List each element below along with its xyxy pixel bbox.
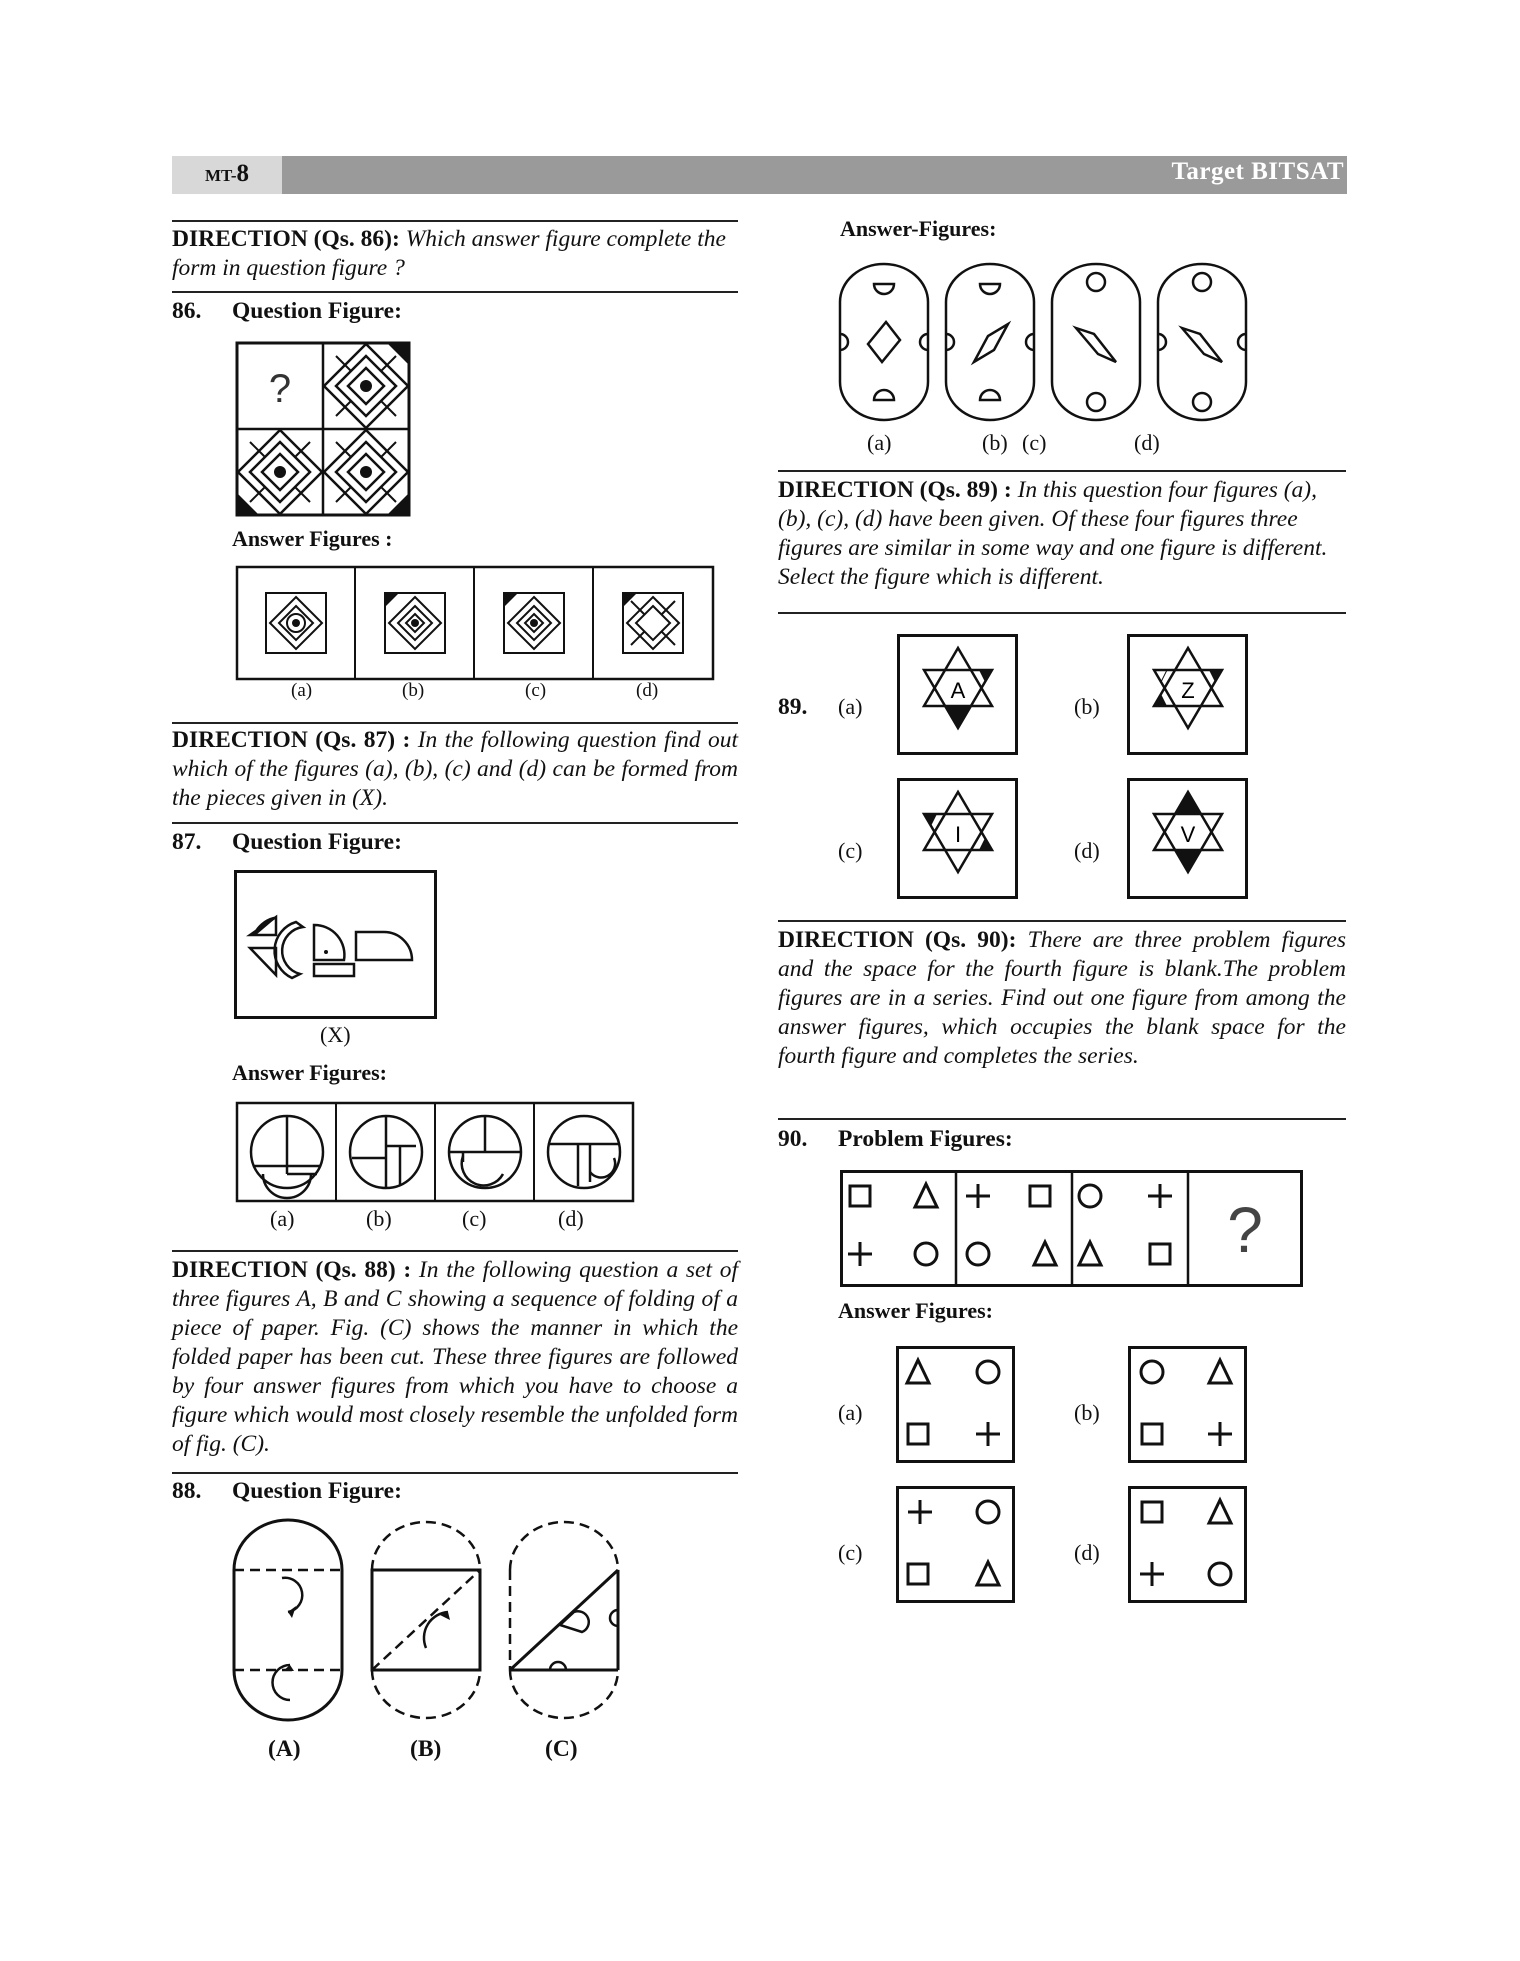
q89-letter-c: I [954, 822, 962, 847]
q87-answer-label: Answer Figures: [232, 1060, 388, 1085]
q89-figure-c [897, 778, 1019, 900]
q90-direction-text: There are three problem figures and the space for the fourth figure is blank.The problem figures are in a series. Find out one figure from among the answer figures, which occupies the blank space for the fourth figure and completes the series. [778, 927, 1347, 1069]
page-prefix: MT- [205, 166, 237, 185]
q86-number: 86. [172, 298, 202, 324]
q88-direction-head: DIRECTION (Qs. 88) : [172, 1257, 412, 1283]
q88-figure-label-a: (A) [268, 1736, 301, 1762]
q87-direction [172, 726, 738, 813]
q89-direction-head: DIRECTION (Qs. 89) : [778, 477, 1012, 503]
q90-answer-b [1128, 1346, 1248, 1464]
q90-missing-mark: ? [1227, 1194, 1263, 1266]
divider [778, 1118, 1346, 1120]
q87-answer-figures [236, 1102, 636, 1204]
q88-option-d: (d) [1134, 430, 1160, 455]
q89-figure-a [897, 634, 1019, 756]
q89-letter-a: A [950, 678, 966, 703]
q86-option-b: (b) [402, 680, 425, 701]
q86-question-figure [236, 342, 411, 517]
divider [172, 722, 738, 724]
q87-figure-label: (X) [320, 1022, 351, 1047]
q90-option-d-label: (d) [1074, 1540, 1100, 1565]
q90-direction [778, 926, 1346, 1071]
page-number [205, 160, 249, 188]
q87-option-a: (a) [270, 1206, 295, 1231]
q86-missing-mark: ? [268, 367, 292, 411]
q90-answer-label: Answer Figures: [838, 1298, 994, 1323]
q87-direction-text: In the following question find out which of the figures (a), (b), (c) and (d) can be formed from the pieces given in (X). [172, 727, 739, 811]
divider [778, 920, 1346, 922]
q89-letter-b: Z [1181, 678, 1195, 703]
q86-direction-head: DIRECTION (Qs. 86): [172, 226, 400, 252]
q86-option-a: (a) [291, 680, 313, 701]
q89-figure-d [1127, 778, 1249, 900]
divider [778, 612, 1346, 614]
q88-direction [172, 1256, 738, 1459]
q88-option-b: (b) [982, 430, 1008, 455]
q90-option-a-label: (a) [838, 1400, 863, 1425]
q88-figure-label-c: (C) [545, 1736, 578, 1762]
q89-direction-text: In this question four figures (a), (b), (c), (d) have been given. Of these four figures three figures are similar in some way and one figure is different. Select the figure which is different. [778, 477, 1328, 590]
q86-direction-text: Which answer figure complete the form in question figure ? [172, 226, 726, 281]
q89-option-d-label: (d) [1074, 838, 1100, 863]
q89-option-c-label: (c) [838, 838, 863, 863]
divider [172, 1472, 738, 1474]
q87-option-c: (c) [462, 1206, 487, 1231]
q90-number: 90. [778, 1126, 808, 1152]
q88-answer-label: Answer-Figures: [840, 216, 997, 241]
q87-question-label: Question Figure: [232, 829, 402, 855]
q89-direction [778, 476, 1346, 592]
q89-number: 89. [778, 694, 808, 720]
q90-answer-a [896, 1346, 1016, 1464]
q89-option-a-label: (a) [838, 694, 863, 719]
q90-option-b-label: (b) [1074, 1400, 1100, 1425]
q87-option-d: (d) [558, 1206, 584, 1231]
q86-question-label: Question Figure: [232, 298, 402, 324]
q89-option-b-label: (b) [1074, 694, 1100, 719]
q87-option-b: (b) [366, 1206, 392, 1231]
q88-number: 88. [172, 1478, 202, 1504]
q87-number: 87. [172, 829, 202, 855]
q88-question-label: Question Figure: [232, 1478, 402, 1504]
divider [172, 291, 738, 293]
q88-direction-text: In the following question a set of three figures A, B and C showing a sequence of folding of a piece of paper. Fig. (C) shows the manner in which the folded paper has been cut. These three figures are followed by four answer figures from which you have to choose a figure which would most closely resemble the unfolded form of fig. (C). [172, 1257, 739, 1457]
q86-option-c: (c) [525, 680, 547, 701]
q90-problem-label: Problem Figures: [838, 1126, 1013, 1152]
q90-direction-head: DIRECTION (Qs. 90): [778, 927, 1017, 953]
q87-question-figure [234, 870, 438, 1020]
q88-question-figure [230, 1520, 650, 1720]
q90-problem-figures [840, 1170, 1304, 1290]
q86-answer-label: Answer Figures : [232, 526, 393, 551]
q86-option-d: (d) [636, 680, 659, 701]
divider [172, 822, 738, 824]
q89-letter-d: V [1180, 822, 1196, 847]
divider [172, 220, 738, 222]
q86-direction [172, 225, 738, 283]
q88-option-c: (c) [1022, 430, 1047, 455]
q88-option-a: (a) [867, 430, 892, 455]
page-number-value: 8 [236, 160, 249, 187]
divider [172, 1250, 738, 1252]
q88-figure-label-b: (B) [410, 1736, 442, 1762]
q90-option-c-label: (c) [838, 1540, 863, 1565]
header-title: Target BITSAT [1171, 158, 1344, 185]
q87-direction-head: DIRECTION (Qs. 87) : [172, 727, 411, 753]
q89-figure-b [1127, 634, 1249, 756]
q90-answer-d [1128, 1486, 1248, 1604]
divider [778, 470, 1346, 472]
q90-answer-c [896, 1486, 1016, 1604]
q88-answer-figures [838, 262, 1258, 422]
q86-answer-figures [236, 566, 716, 682]
